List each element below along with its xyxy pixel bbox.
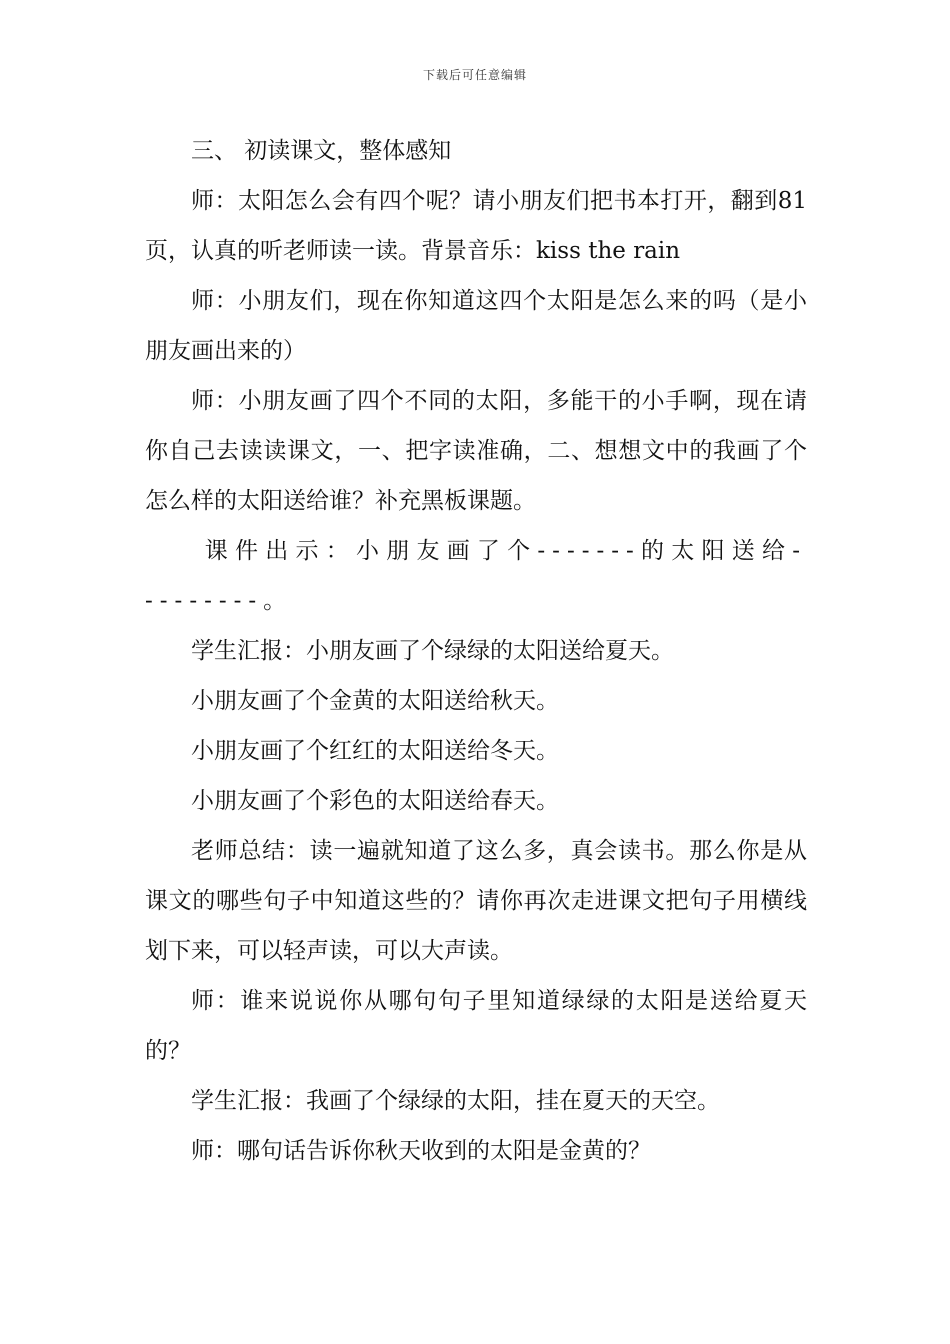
paragraph: 师：谁来说说你从哪句句子里知道绿绿的太阳是送给夏天的？ <box>145 988 807 1064</box>
page-header: 下载后可任意编辑 <box>422 68 527 82</box>
paragraph: 小朋友画了个彩色的太阳送给春天。 <box>191 788 559 814</box>
paragraph: 老师总结：读一遍就知道了这么多，真会读书。那么你是从课文的哪些句子中知道这些的？请你再次走进课文把句子用横线划下来，可以轻声读，可以大声读。 <box>145 838 807 964</box>
paragraph: 师：太阳怎么会有四个呢？请小朋友们把书本打开，翻到81页，认真的听老师读一读。背景音乐：kiss the rain <box>145 188 807 264</box>
paragraph: 师：哪句话告诉你秋天收到的太阳是金黄的？ <box>191 1138 651 1164</box>
paragraph: 学生汇报：小朋友画了个绿绿的太阳送给夏天。 <box>191 638 674 664</box>
paragraph: 师：小朋友们，现在你知道这四个太阳是怎么来的吗（是小朋友画出来的） <box>145 288 807 364</box>
document-body <box>145 126 807 1176</box>
paragraph: 小朋友画了个红红的太阳送给冬天。 <box>191 738 559 764</box>
paragraph: 小朋友画了个金黄的太阳送给秋天。 <box>191 688 559 714</box>
section-heading: 三、 初读课文，整体感知 <box>191 138 452 164</box>
paragraph: 学生汇报：我画了个绿绿的太阳，挂在夏天的天空。 <box>191 1088 720 1114</box>
courseware-prompt: 课件出示：小朋友画了个-------的太阳送给---------。 <box>145 538 807 614</box>
paragraph: 师：小朋友画了四个不同的太阳，多能干的小手啊，现在请你自己去读读课文，一、把字读准确，二、想想文中的我画了个怎么样的太阳送给谁？补充黑板课题。 <box>145 388 807 514</box>
